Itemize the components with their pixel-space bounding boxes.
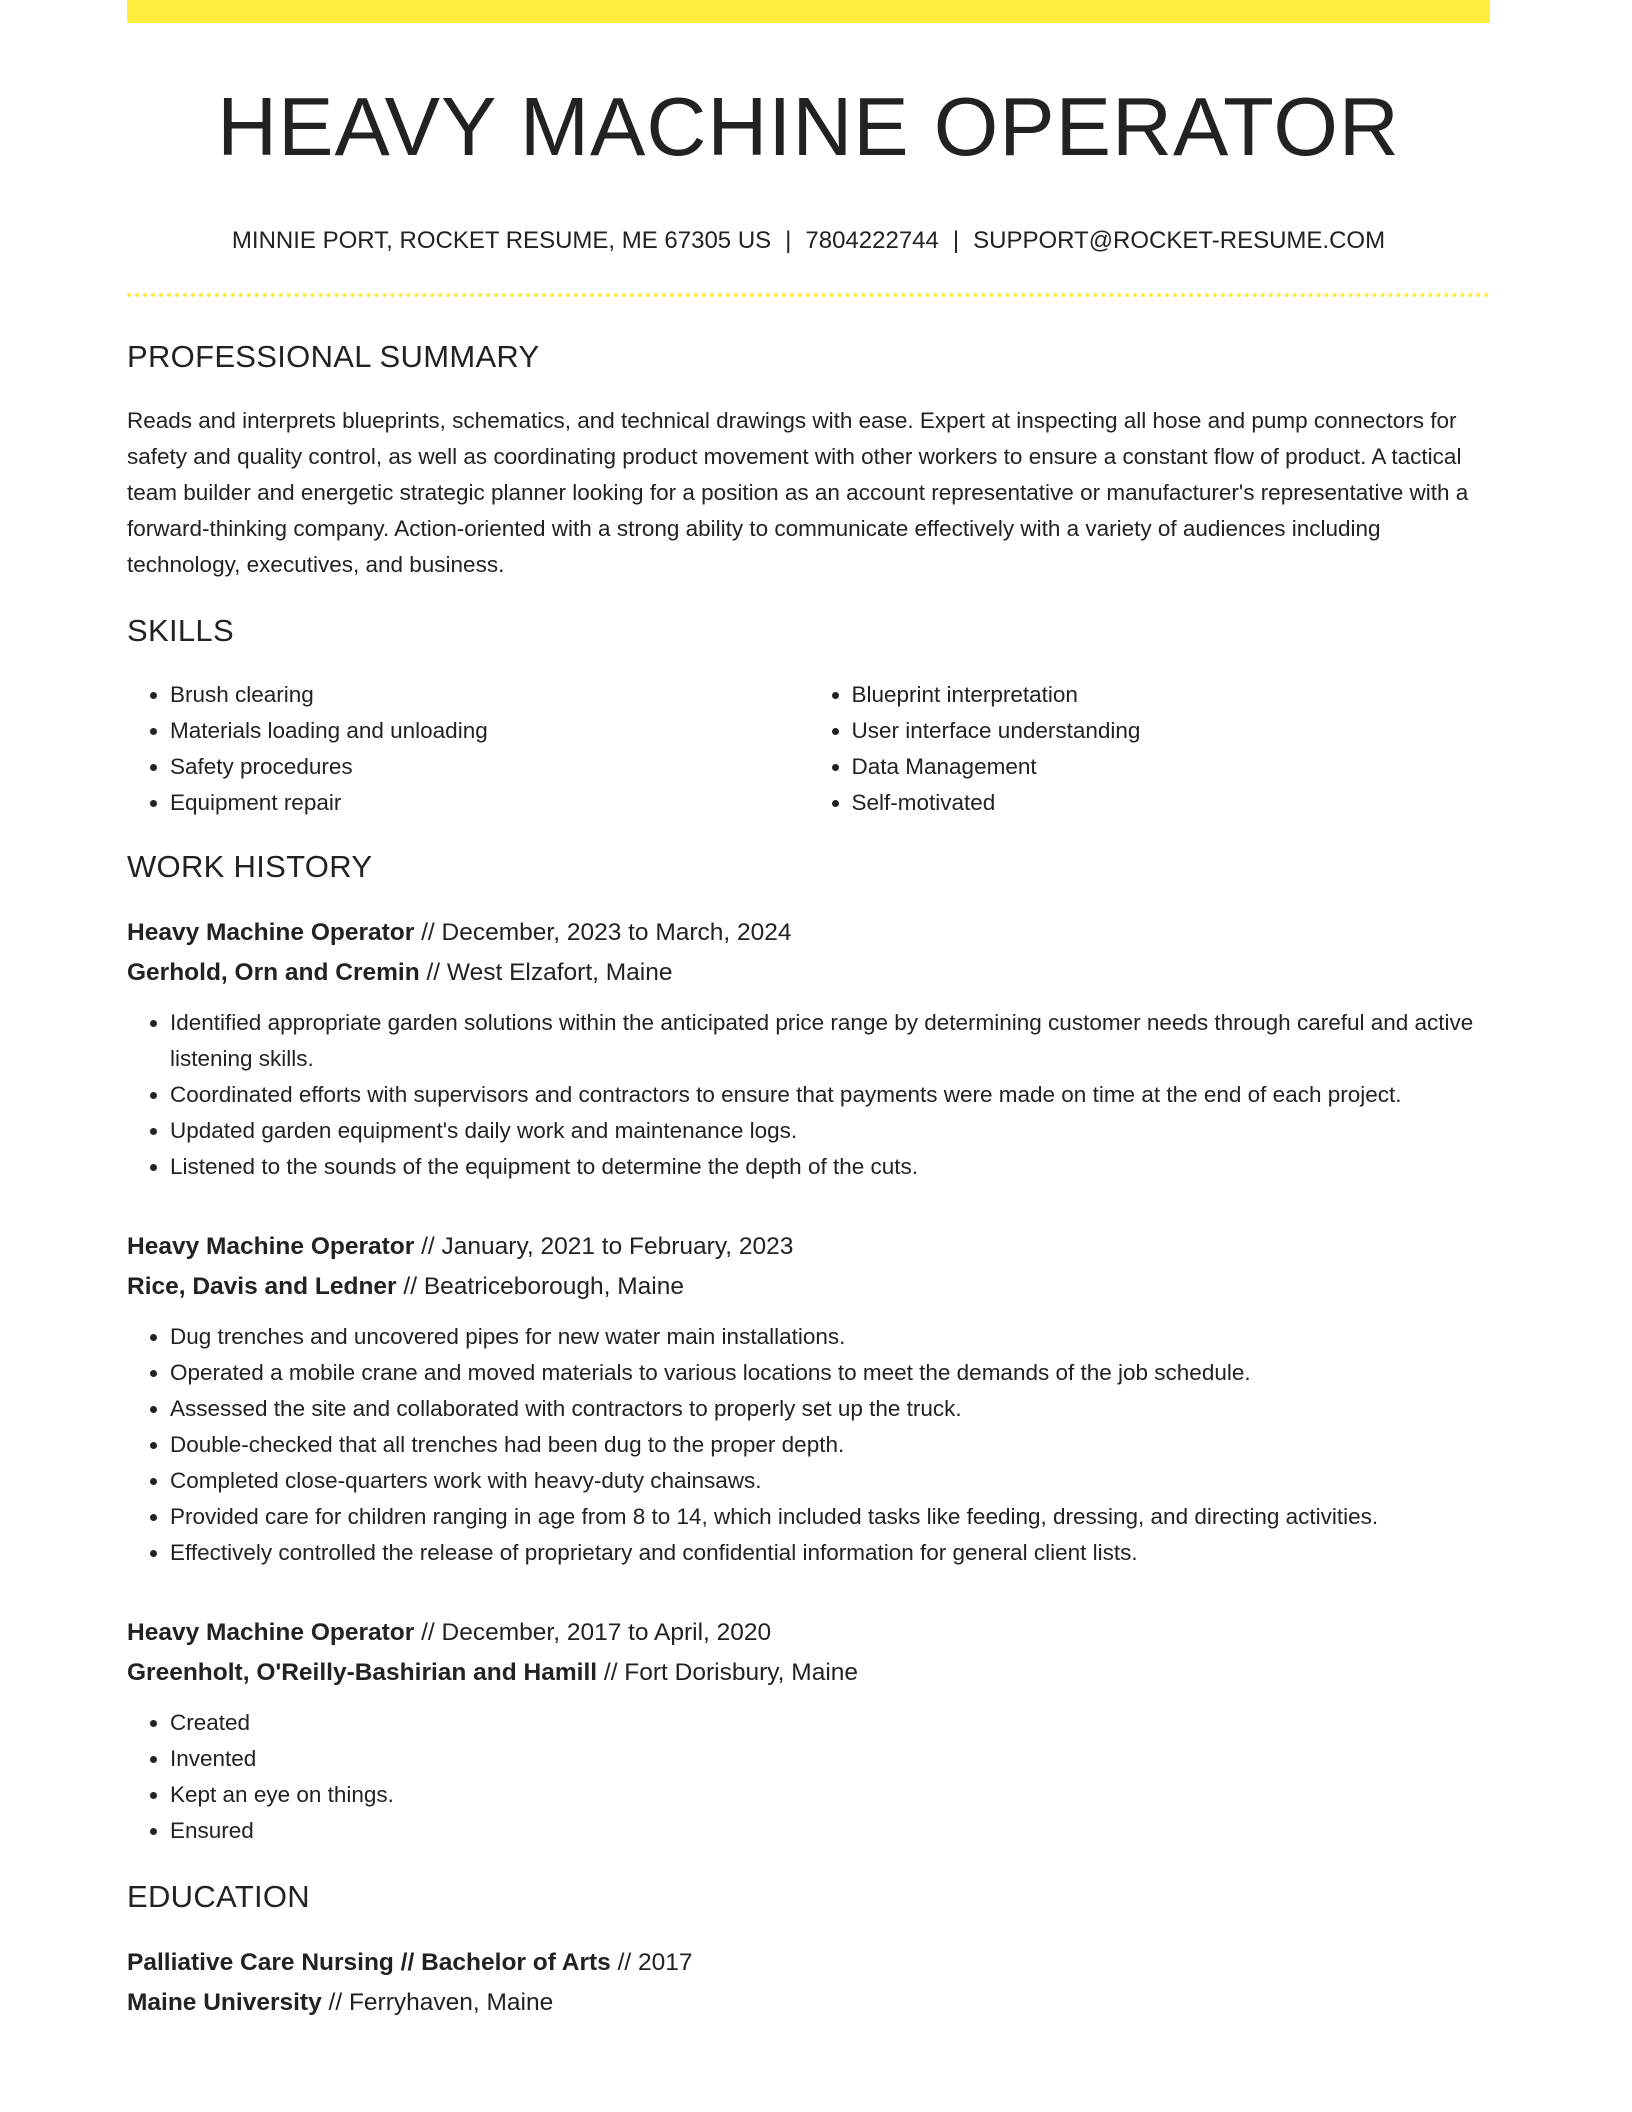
skill-item: • Brush clearing: [170, 677, 809, 713]
job-bullet: • Assessed the site and collaborated with contractors to properly set up the truck.: [170, 1391, 1490, 1427]
job-entry: [127, 1613, 1490, 1849]
contact-separator: |: [952, 227, 960, 255]
job-bullet: • Provided care for children ranging in age from 8 to 14, which included tasks like feeding, dressing, and directing activities.: [170, 1499, 1490, 1535]
job-bullet: • Completed close-quarters work with heavy-duty chainsaws.: [170, 1463, 1490, 1499]
job-bullet: • Kept an eye on things.: [170, 1777, 1490, 1813]
job-bullet: • Invented: [170, 1741, 1490, 1777]
job-bullets: [127, 1005, 1490, 1185]
job-title-line: [127, 1613, 1490, 1653]
work-history-heading: WORK HISTORY: [127, 849, 373, 885]
job-entry: [127, 913, 1490, 1185]
skill-item: • Safety procedures: [170, 749, 809, 785]
education-degree: Palliative Care Nursing // Bachelor of Arts: [127, 1949, 611, 1977]
dotted-divider: [127, 293, 1490, 297]
job-bullets: [127, 1319, 1490, 1571]
job-bullet: • Identified appropriate garden solutions within the anticipated price range by determining customer needs through careful and active listening skills.: [170, 1005, 1490, 1077]
job-location: // Beatriceborough, Maine: [396, 1273, 684, 1301]
contact-line: [127, 227, 1490, 255]
job-dates: // January, 2021 to February, 2023: [414, 1233, 794, 1261]
skills-heading: SKILLS: [127, 613, 234, 649]
job-company: Gerhold, Orn and Cremin: [127, 959, 420, 987]
job-title-line: [127, 913, 1490, 953]
skill-item: • Materials loading and unloading: [170, 713, 809, 749]
job-company-line: [127, 1267, 1490, 1307]
resume-name: HEAVY MACHINE OPERATOR: [217, 80, 1400, 173]
skills-column-left: [127, 677, 809, 821]
education-school-line: [127, 1983, 1490, 2023]
contact-email[interactable]: SUPPORT@ROCKET-RESUME.COM: [973, 227, 1386, 255]
job-bullet: • Dug trenches and uncovered pipes for new water main installations.: [170, 1319, 1490, 1355]
job-bullet: • Operated a mobile crane and moved materials to various locations to meet the demands of the job schedule.: [170, 1355, 1490, 1391]
education-school: Maine University: [127, 1989, 322, 2017]
job-entry: [127, 1227, 1490, 1571]
contact-address: MINNIE PORT, ROCKET RESUME, ME 67305 US: [231, 227, 772, 255]
job-title-line: [127, 1227, 1490, 1267]
skill-item: • User interface understanding: [852, 713, 1491, 749]
education-entry: [127, 1943, 1490, 2023]
skill-item: • Equipment repair: [170, 785, 809, 821]
education-year: // 2017: [610, 1949, 693, 1977]
contact-separator: |: [785, 227, 792, 255]
job-title: Heavy Machine Operator: [127, 1619, 415, 1647]
job-dates: // December, 2023 to March, 2024: [414, 919, 792, 947]
resume-page: [127, 0, 1490, 2023]
contact-phone[interactable]: 7804222744: [805, 227, 939, 255]
job-title: Heavy Machine Operator: [127, 1233, 415, 1261]
job-company-line: [127, 953, 1490, 993]
education-degree-line: [127, 1943, 1490, 1983]
skill-item: • Data Management: [852, 749, 1491, 785]
summary-text: Reads and interprets blueprints, schematics, and technical drawings with ease. Expert at inspecting all hose and pump connectors for safety and quality control, as well as coordinating product movement with other workers to ensure a constant flow of product. A tactical team builder and energetic strategic planner looking for a position as an account representative or manufacturer's representative with a forward-thinking company. Action-oriented with a strong ability to communicate effectively with a variety of audiences including technology, executives, and business.: [127, 408, 1469, 578]
job-location: // West Elzafort, Maine: [419, 959, 673, 987]
skill-item: • Blueprint interpretation: [852, 677, 1491, 713]
job-bullet: • Listened to the sounds of the equipment to determine the depth of the cuts.: [170, 1149, 1490, 1185]
job-bullet: • Coordinated efforts with supervisors and contractors to ensure that payments were made on time at the end of each project.: [170, 1077, 1490, 1113]
job-company: Rice, Davis and Ledner: [127, 1273, 397, 1301]
skills-list: [127, 677, 1490, 821]
job-dates: // December, 2017 to April, 2020: [414, 1619, 772, 1647]
job-bullet: • Ensured: [170, 1813, 1490, 1849]
job-bullet: • Double-checked that all trenches had been dug to the proper depth.: [170, 1427, 1490, 1463]
skill-item: • Self-motivated: [852, 785, 1491, 821]
education-location: // Ferryhaven, Maine: [321, 1989, 554, 2017]
job-title: Heavy Machine Operator: [127, 919, 415, 947]
job-bullet: • Updated garden equipment's daily work and maintenance logs.: [170, 1113, 1490, 1149]
accent-top-bar: [127, 0, 1490, 23]
job-company: Greenholt, O'Reilly-Bashirian and Hamill: [127, 1659, 598, 1687]
job-bullets: [127, 1705, 1490, 1849]
job-bullet: • Created: [170, 1705, 1490, 1741]
job-location: // Fort Dorisbury, Maine: [597, 1659, 859, 1687]
job-bullet: • Effectively controlled the release of proprietary and confidential information for general client lists.: [170, 1535, 1490, 1571]
skills-column-right: [809, 677, 1491, 821]
job-company-line: [127, 1653, 1490, 1693]
education-heading: EDUCATION: [127, 1879, 310, 1915]
summary-heading: PROFESSIONAL SUMMARY: [127, 339, 540, 375]
